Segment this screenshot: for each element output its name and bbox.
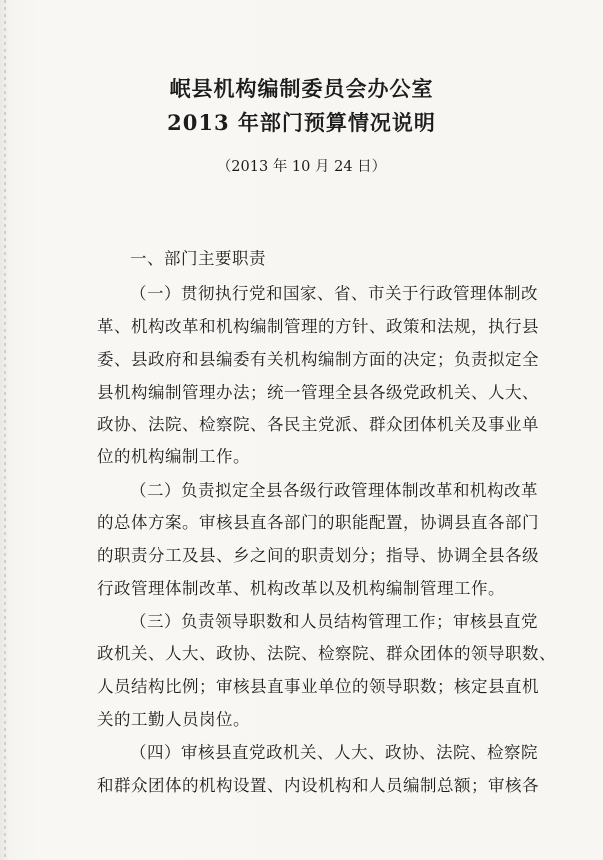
body-line: 和群众团体的机构设置、内设机构和人员编制总额；审核各 — [97, 776, 539, 795]
section-heading: 一、部门主要职责 — [130, 249, 266, 268]
body-line: （二）负责拟定全县各级行政管理体制改革和机构改革 — [130, 481, 538, 500]
body-line: 的总体方案。审核县直各部门的职能配置，协调县直各部门 — [97, 513, 539, 532]
body-line: 委、县政府和县编委有关机构编制方面的决定；负责拟定全 — [97, 350, 539, 369]
document-title-line-2: 2013 年部门预算情况说明 — [167, 110, 436, 135]
document-title-line-1: 岷县机构编制委员会办公室 — [169, 76, 434, 101]
document-date: （2013 年 10 月 24 日） — [216, 159, 387, 175]
body-line: 政协、法院、检察院、各民主党派、群众团体机关及事业单 — [97, 415, 539, 434]
body-line: 位的机构编制工作。 — [97, 447, 250, 466]
body-line: 的职责分工及县、乡之间的职责划分；指导、协调全县各级 — [97, 546, 539, 565]
body-line: （三）负责领导职数和人员结构管理工作；审核县直党 — [130, 612, 538, 631]
body-line: （四）审核县直党政机关、人大、政协、法院、检察院 — [130, 743, 538, 762]
body-line: 行政管理体制改革、机构改革以及机构编制管理工作。 — [97, 579, 505, 598]
body-line: 人员结构比例；审核县直事业单位的领导职数；核定县直机 — [97, 677, 539, 696]
body-line: 政机关、人大、政协、法院、检察院、群众团体的领导职数、 — [97, 644, 556, 663]
body-line: 关的工勤人员岗位。 — [97, 710, 250, 729]
body-line: 革、机构改革和机构编制管理的方针、政策和法规，执行县 — [97, 317, 539, 336]
body-line: 县机构编制管理办法；统一管理全县各级党政机关、人大、 — [97, 383, 539, 402]
body-line: （一）贯彻执行党和国家、省、市关于行政管理体制改 — [130, 284, 538, 303]
